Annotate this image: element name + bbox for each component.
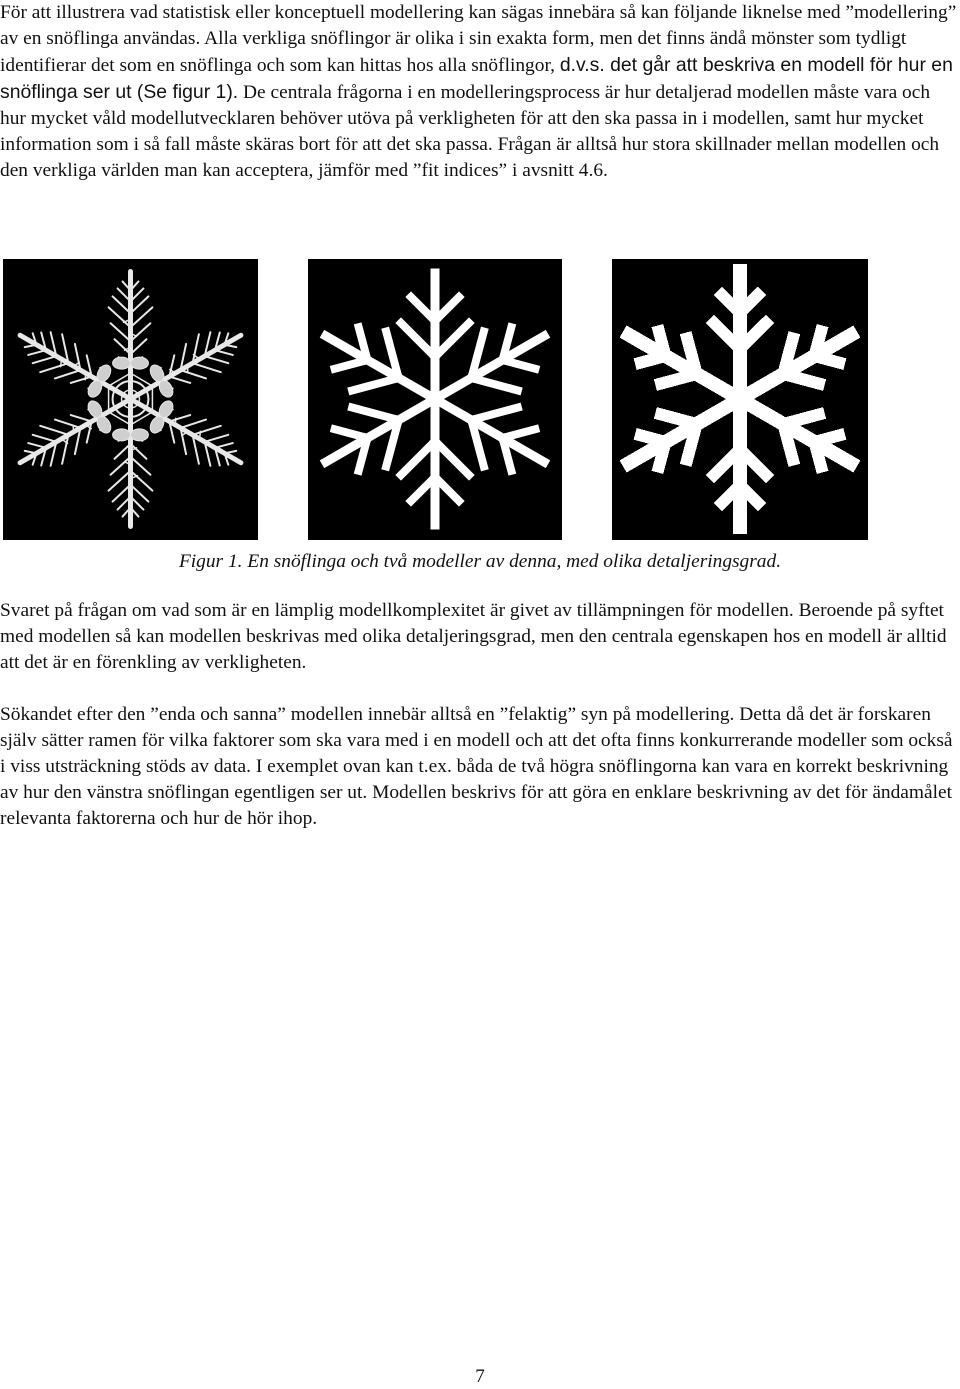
intro-text-sans-part: d.v.s. det går att beskriva en modell för hur en snöflinga ser ut (Se figur 1). [0,54,953,103]
figure-caption: Figur 1. En snöflinga och två modeller av denna, med olika detaljeringsgrad. [178,551,782,572]
intro-text-part-1: För att illustrera vad statistisk eller konceptuell modellering kan sägas innebära så kan följande liknelse med ”modellering” av en snöflinga användas. Alla verkliga snöflingor är olika i sin exakta form, men det finns ändå mönster som tydligt identifierar det som en snöflinga och som kan hittas hos alla snöflingor, [0,2,957,76]
paragraph-true-model: Sökandet efter den ”enda och sanna” modellen innebär alltså en ”felaktig” syn på modellering. Detta då det är forskaren själv sätter ramen för vilka faktorer som ska vara med i en modell och att det ofta finns konkurrerande modeller som också i viss utsträckning stöds av data. I exemplet ovan kan t.ex. båda de två högra snöflingorna kan vara en korrekt beskrivning av hur den vänstra snöflingan egentligen ser ut. Modellen beskrivs för att göra en enklare beskrivning av det för ändamålet relevanta faktorerna och hur de hör ihop. [0,704,953,829]
snowflake-pixel-model [612,259,868,540]
snowflake-simple-model [308,259,562,540]
intro-paragraph [0,0,958,184]
intro-text-part-2: De centrala frågorna i en modelleringsprocess är hur detaljerad modellen måste vara och hur mycket våld modellutvecklaren behöver utöva på verkligheten för att den ska passa in i modellen, samt hur mycket information som i så fall måste skäras bort för att det ska passa. Frågan är alltså hur stora skillnader mellan modellen och den verkliga världen man kan acceptera, jämför med ”fit indices” i avsnitt 4.6. [0,82,940,181]
page-number: 7 [475,1366,485,1387]
snowflake-photo [3,259,258,540]
paragraph-model-complexity: Svaret på frågan om vad som är en lämplig modellkomplexitet är givet av tillämpningen för modellen. Beroende på syftet med modellen så kan modellen beskrivas med olika detaljeringsgrad, men den centrala egenskapen hos en modell är alltid att det är en förenkling av verkligheten. [0,600,947,673]
